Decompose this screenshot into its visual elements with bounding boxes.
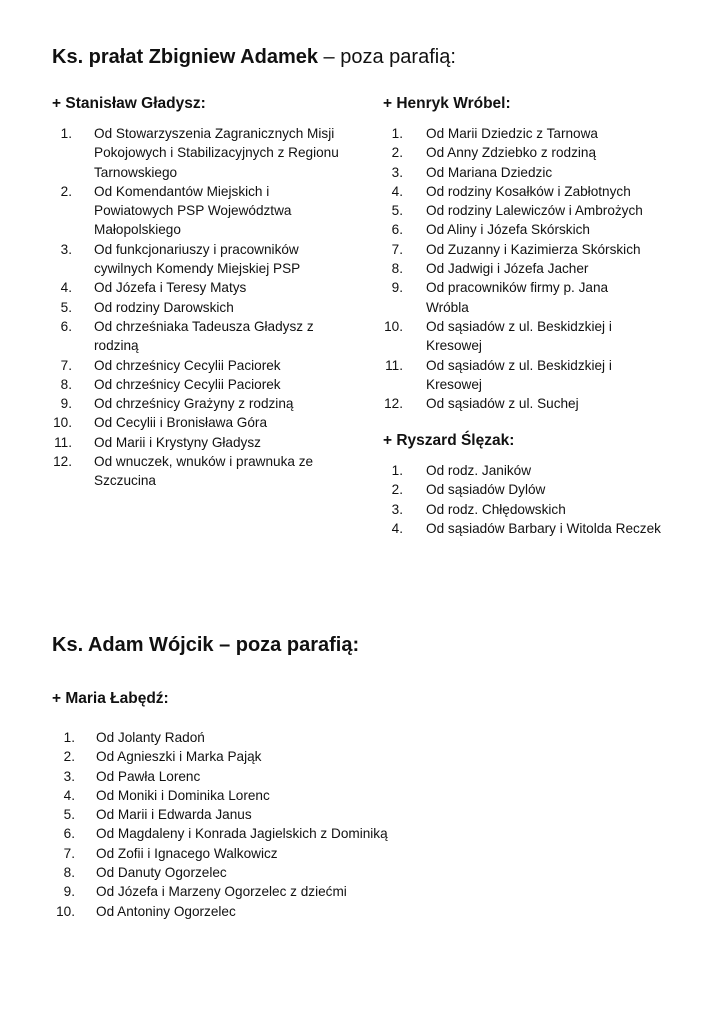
list-item-number: 6.: [63, 826, 75, 842]
list-item-text: Od Pawła Lorenc: [96, 768, 201, 784]
list-item-text: Od Cecylii i Bronisława Góra: [94, 415, 268, 431]
list-item-text: Od Marii i Krystyny Gładysz: [94, 434, 261, 450]
list-item-number: 7.: [60, 357, 72, 373]
list-item: [383, 519, 683, 538]
list-item-number: 1.: [60, 126, 72, 141]
list-item-text: Od rodziny Lalewiczów i Ambrożych: [426, 203, 643, 219]
list-item-text: Od funkcjonariuszy i pracowników cywilnych Komendy Miejskiej PSP: [94, 241, 301, 277]
list-item-number: 11.: [54, 434, 72, 450]
list-item-text: Od Józefa i Teresy Matys: [94, 280, 247, 296]
list-item-number: 2.: [63, 749, 75, 765]
list-item: [52, 844, 472, 863]
list-item: [383, 163, 643, 182]
condolence-list-ryszard: [383, 461, 683, 538]
list-item: [52, 375, 342, 394]
deceased-name-henryk: + Henryk Wróbel:: [383, 95, 511, 112]
list-item-number: 3.: [63, 768, 75, 784]
list-item-number: 1.: [391, 463, 403, 478]
section-1-title: [52, 46, 456, 69]
list-item-number: 10.: [384, 318, 403, 334]
list-item: [52, 240, 342, 279]
list-item-number: 12.: [384, 396, 403, 412]
list-item-number: 8.: [63, 865, 75, 881]
list-item: [52, 182, 342, 240]
list-item-text: Od rodz. Chłędowskich: [426, 501, 566, 517]
list-item-number: 7.: [63, 845, 75, 861]
list-item-number: 2.: [60, 183, 72, 199]
list-item: [383, 220, 643, 239]
section-2-title: Ks. Adam Wójcik – poza parafią:: [52, 634, 360, 656]
list-item: [383, 480, 683, 499]
list-item: [383, 143, 643, 162]
condolence-list-henryk: [383, 124, 643, 413]
list-item: [383, 278, 643, 317]
list-item-text: Od rodziny Kosałków i Zabłotnych: [426, 183, 631, 199]
list-item: [383, 182, 643, 201]
list-item-number: 4.: [60, 280, 72, 296]
list-item-text: Od Agnieszki i Marka Pająk: [96, 749, 262, 765]
list-item-number: 10.: [53, 415, 72, 431]
list-item-number: 4.: [391, 183, 403, 199]
list-item: [52, 747, 472, 766]
list-item: [52, 317, 342, 356]
list-item: [383, 124, 643, 143]
condolence-list-maria: [52, 728, 472, 921]
list-item-text: Od pracowników firmy p. Jana Wróbla: [426, 280, 609, 315]
deceased-name-maria: + Maria Łabędź:: [52, 690, 169, 707]
list-item-text: Od sąsiadów Dylów: [426, 482, 546, 498]
list-item-text: Od chrześnicy Cecylii Paciorek: [94, 376, 281, 392]
list-item-number: 10.: [56, 903, 75, 919]
list-item-text: Od Jadwigi i Józefa Jacher: [426, 261, 589, 277]
list-item: [52, 433, 342, 452]
list-item-number: 12.: [53, 454, 72, 470]
list-item-text: Od Marii i Edwarda Janus: [96, 807, 252, 823]
list-item-number: 9.: [63, 884, 75, 900]
list-item-number: 3.: [391, 501, 403, 517]
list-item-text: Od Zuzanny i Kazimierza Skórskich: [426, 241, 641, 257]
list-item-text: Od Mariana Dziedzic: [426, 164, 553, 180]
list-item-text: Od Aliny i Józefa Skórskich: [426, 222, 590, 238]
list-item-number: 5.: [391, 203, 403, 219]
list-item-text: Od rodz. Janików: [426, 463, 532, 478]
list-item: [52, 278, 342, 297]
deceased-name-stanislaw: + Stanisław Gładysz:: [52, 95, 206, 112]
list-item-text: Od Magdaleny i Konrada Jagielskich z Dominiką: [96, 826, 388, 842]
list-item-number: 2.: [391, 145, 403, 161]
list-item-number: 7.: [391, 241, 403, 257]
list-item-text: Od wnuczek, wnuków i prawnuka ze Szczucina: [94, 454, 314, 489]
list-item: [52, 394, 342, 413]
list-item-text: Od Zofii i Ignacego Walkowicz: [96, 845, 278, 861]
list-item: [52, 728, 472, 747]
list-item-text: Od Jolanty Radoń: [96, 730, 205, 745]
list-item-text: Od sąsiadów z ul. Suchej: [426, 396, 579, 412]
list-item: [52, 902, 472, 921]
condolence-list-stanislaw: [52, 124, 342, 491]
section-1-priest-name: Ks. prałat Zbigniew Adamek: [52, 46, 318, 68]
list-item-number: 8.: [391, 261, 403, 277]
list-item: [52, 805, 472, 824]
list-item-number: 9.: [60, 396, 72, 412]
list-item: [383, 461, 683, 480]
list-item-text: Od Danuty Ogorzelec: [96, 865, 227, 881]
list-item: [52, 452, 342, 491]
list-item: [383, 201, 643, 220]
list-item: [383, 500, 683, 519]
list-item-text: Od Józefa i Marzeny Ogorzelec z dziećmi: [96, 884, 347, 900]
list-item-text: Od Marii Dziedzic z Tarnowa: [426, 126, 598, 141]
list-item: [383, 259, 643, 278]
list-item-number: 6.: [60, 318, 72, 334]
list-item-number: 5.: [63, 807, 75, 823]
list-item: [52, 767, 472, 786]
list-item-number: 6.: [391, 222, 403, 238]
list-item: [383, 317, 643, 356]
list-item: [52, 356, 342, 375]
list-item-number: 3.: [60, 241, 72, 257]
list-item-text: Od sąsiadów Barbary i Witolda Reczek: [426, 520, 661, 536]
list-item-text: Od Anny Zdziebko z rodziną: [426, 145, 597, 161]
list-item-number: 1.: [63, 730, 75, 745]
list-item-number: 3.: [391, 164, 403, 180]
list-item-text: Od chrześnicy Cecylii Paciorek: [94, 357, 281, 373]
deceased-name-ryszard: + Ryszard Ślęzak:: [383, 432, 515, 449]
list-item-text: Od Moniki i Dominika Lorenc: [96, 787, 270, 803]
list-item-text: Od chrześnicy Grażyny z rodziną: [94, 396, 294, 412]
list-item: [52, 882, 472, 901]
list-item: [52, 298, 342, 317]
list-item-number: 4.: [63, 787, 75, 803]
list-item: [52, 413, 342, 432]
list-item-number: 8.: [60, 376, 72, 392]
list-item: [52, 863, 472, 882]
list-item-number: 4.: [391, 520, 403, 536]
list-item-number: 2.: [391, 482, 403, 498]
list-item: [52, 824, 472, 843]
list-item-number: 9.: [391, 280, 403, 296]
list-item-number: 5.: [60, 299, 72, 315]
list-item-text: Od sąsiadów z ul. Beskidzkiej i Kresowej: [426, 318, 612, 354]
list-item-text: Od Komendantów Miejskich i Powiatowych PSP Województwa Małopolskiego: [94, 183, 292, 238]
list-item-text: Od Antoniny Ogorzelec: [96, 903, 236, 919]
list-item-text: Od chrześniaka Tadeusza Gładysz z rodziną: [94, 318, 314, 354]
list-item: [383, 240, 643, 259]
list-item: [52, 124, 342, 182]
list-item-number: 11.: [385, 357, 403, 373]
list-item: [383, 356, 643, 395]
list-item: [383, 394, 643, 413]
section-1-title-suffix: – poza parafią:: [318, 46, 456, 68]
list-item-text: Od Stowarzyszenia Zagranicznych Misji Pokojowych i Stabilizacyjnych z Regionu Tarnowskiego: [94, 126, 339, 180]
list-item-number: 1.: [391, 126, 403, 141]
list-item: [52, 786, 472, 805]
list-item-text: Od sąsiadów z ul. Beskidzkiej i Kresowej: [426, 357, 612, 392]
list-item-text: Od rodziny Darowskich: [94, 299, 234, 315]
